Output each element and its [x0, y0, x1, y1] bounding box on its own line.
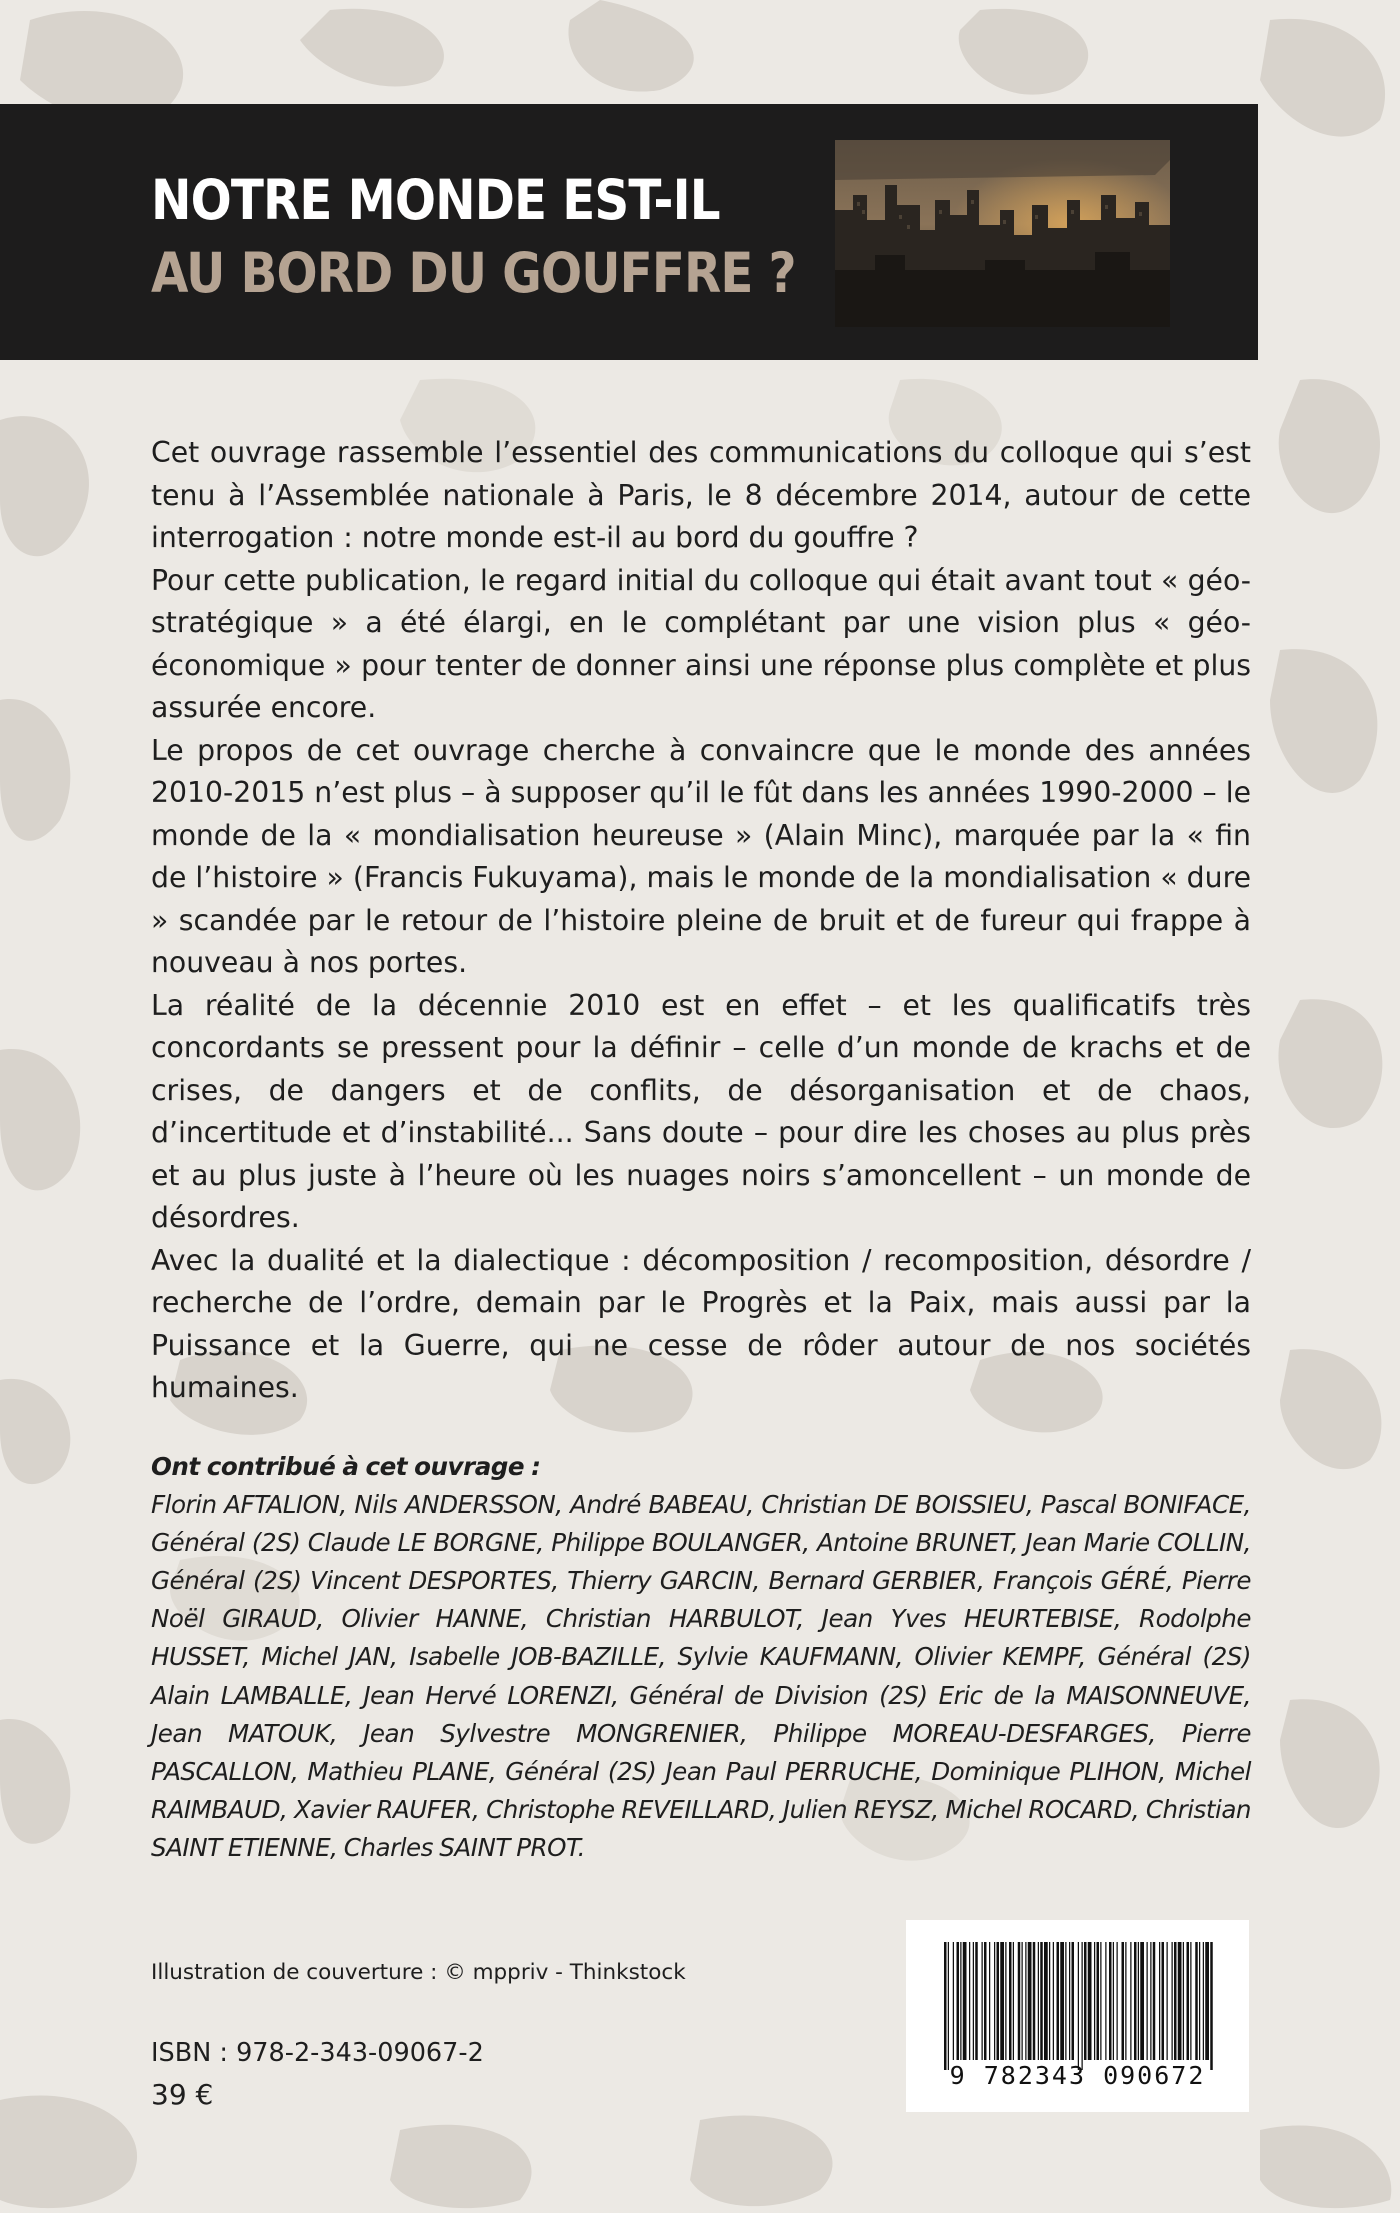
illustration-credit: Illustration de couverture : © mppriv - Thinkstock	[151, 1960, 686, 1985]
barcode-bar	[1140, 1942, 1144, 2060]
barcode-bar	[1022, 1942, 1023, 2060]
barcode-bar	[960, 1942, 961, 2060]
title-line-2: AU BORD DU GOUFFRE ?	[151, 241, 796, 305]
price: 39 €	[151, 2078, 214, 2111]
barcode-bar	[1117, 1942, 1118, 2060]
blurb-paragraph: Pour cette publication, le regard initial du colloque qui était avant tout « géo-stratégique » a été élargi, en le complétant par une vision plus « géo-économique » pour tenter de donner ainsi une réponse plus complète et plus assurée encore.	[151, 563, 1251, 724]
barcode-bar	[1097, 1942, 1100, 2060]
barcode-bar	[1147, 1942, 1148, 2060]
barcode-bar	[1174, 1942, 1177, 2060]
barcode-bar	[1028, 1942, 1032, 2060]
contributors-list: Florin AFTALION, Nils ANDERSSON, André BABEAU, Christian DE BOISSIEU, Pascal BONIFACE, Général (2S) Claude LE BORGNE, Philippe BOULANGER, Antoine BRUNET, Jean Marie COLLIN, Général (2S) Vincent DESPORTES, Thierry GARCIN, Bernard GERBIER, François GÉRÉ, Pierre Noël GIRAUD, Olivier HANNE, Christian HARBULOT, Jean Yves HEURTEBISE, Rodolphe HUSSET, Michel JAN, Isabelle JOB-BAZILLE, Sylvie KAUFMANN, Olivier KEMPF, Général (2S) Alain LAMBALLE, Jean Hervé LORENZI, Général de Division (2S) Eric de la MAISONNEUVE, Jean MATOUK, Jean Sylvestre MONGRENIER, Philippe MOREAU-DESFARGES, Pierre PASCALLON, Mathieu PLANE, Général (2S) Jean Paul PERRUCHE, Dominique PLIHON, Michel RAIMBAUD, Xavier RAUFER, Christophe REVEILLARD, Julien REYSZ, Michel ROCARD, Christian SAINT ETIENNE, Charles SAINT PROT.	[151, 1490, 1251, 1862]
barcode-bar	[1018, 1942, 1021, 2060]
barcode-bar	[997, 1942, 1000, 2060]
barcode-bar	[1150, 1942, 1151, 2060]
contributors-heading: Ont contribué à cet ouvrage :	[151, 1452, 541, 1481]
barcode-bar	[1105, 1942, 1106, 2060]
barcode-bar	[984, 1942, 987, 2060]
barcode-bar	[1057, 1942, 1060, 2060]
barcode-bar	[982, 1942, 983, 2060]
barcode-bar	[975, 1942, 978, 2060]
barcode-bar	[1183, 1942, 1184, 2060]
barcode-bar	[1025, 1942, 1026, 2060]
blurb-paragraph: Cet ouvrage rassemble l’essentiel des communications du colloque qui s’est tenu à l’Assemblée nationale à Paris, le 8 décembre 2014, autour de cette interrogation : notre monde est-il au bord du gouffre ?	[151, 436, 1251, 554]
barcode-bar	[994, 1942, 995, 2060]
barcode-bar	[1113, 1942, 1114, 2060]
contributors-section	[151, 1448, 1251, 1867]
barcode-bar	[1159, 1942, 1160, 2060]
barcode-bar	[1134, 1942, 1137, 2060]
barcode-bar	[1172, 1942, 1173, 2060]
barcode-bar	[957, 1942, 960, 2060]
barcode-digits: 9 782343 090672	[949, 2061, 1206, 2090]
barcode-bar	[1069, 1942, 1070, 2060]
barcode-bar	[1199, 1942, 1200, 2060]
barcode-bar	[1125, 1942, 1126, 2060]
barcode-bar	[1078, 1942, 1079, 2070]
barcode-bar	[1138, 1942, 1139, 2060]
barcode-bar	[1005, 1942, 1006, 2060]
barcode-bar	[1162, 1942, 1165, 2060]
blurb-paragraph: La réalité de la décennie 2010 est en effet – et les qualificatifs très concordants se pressent pour la définir – celle d’un monde de krachs et de crises, de dangers et de conflits, de désorganisation et de chaos, d’incertitude et d’instabilité... Sans doute – pour dire les choses au plus près et au plus juste à l’heure où les nuages noirs s’amoncellent – un monde de désordres.	[151, 988, 1251, 1234]
barcode-bar	[1000, 1942, 1004, 2060]
barcode-bar	[1033, 1942, 1036, 2060]
barcode-bar	[944, 1942, 947, 2070]
barcode-bar	[1167, 1942, 1168, 2060]
barcode-bar	[1130, 1942, 1131, 2060]
blurb-paragraph: Le propos de cet ouvrage cherche à convaincre que le monde des années 2010-2015 n’est plus – à supposer qu’il le fût dans les années 1990-2000 – le monde de la « mondialisation heureuse » (Alain Minc), marquée par la « fin de l’histoire » (Francis Fukuyama), mais le monde de la mondialisation « dure » scandée par le retour de l’histoire pleine de bruit et de fureur qui frappe à nouveau à nos portes.	[151, 733, 1251, 979]
barcode-bar	[1190, 1942, 1191, 2060]
barcode-bar	[1122, 1942, 1125, 2060]
barcode-bar	[953, 1942, 954, 2060]
barcode-bar	[1009, 1942, 1012, 2060]
barcode-bar	[1082, 1942, 1083, 2070]
barcode-bar	[1013, 1942, 1014, 2060]
barcode-bar	[1178, 1942, 1182, 2060]
barcode-bar	[1060, 1942, 1064, 2060]
barcode-bar	[973, 1942, 974, 2060]
barcode-bar	[1044, 1942, 1048, 2060]
barcode-bar	[948, 1942, 949, 2070]
barcode-bar	[1088, 1942, 1092, 2060]
barcode-bar	[1210, 1942, 1213, 2070]
barcode-bar	[1053, 1942, 1054, 2060]
barcode-bar	[1072, 1942, 1075, 2060]
barcode-bar	[1049, 1942, 1050, 2060]
blurb-paragraph: Avec la dualité et la dialectique : décomposition / recomposition, désordre / recherche de l’ordre, demain par le Progrès et la Paix, mais aussi par la Puissance et la Guerre, qui ne cesse de rôder autour de nos sociétés humaines.	[151, 1243, 1251, 1404]
barcode-bar	[1203, 1942, 1204, 2060]
barcode-bar	[1187, 1942, 1190, 2060]
barcode-bar	[1065, 1942, 1066, 2060]
barcode-bar	[1084, 1942, 1087, 2060]
barcode-bar	[1100, 1942, 1101, 2060]
barcode-bar	[1205, 1942, 1209, 2060]
barcode-bar	[1195, 1942, 1198, 2060]
ruined-city-photo	[835, 140, 1170, 327]
barcode-bar	[1094, 1942, 1095, 2060]
back-cover-blurb	[151, 432, 1251, 1410]
barcode-bar	[969, 1942, 970, 2060]
barcode-bar	[1038, 1942, 1039, 2060]
barcode	[906, 1920, 1249, 2112]
isbn: ISBN : 978-2-343-09067-2	[151, 2038, 484, 2068]
barcode-bar	[1109, 1942, 1112, 2060]
barcode-bar	[963, 1942, 967, 2060]
title-line-1: NOTRE MONDE EST-IL	[151, 168, 720, 232]
barcode-bar	[1040, 1942, 1043, 2060]
barcode-bar	[1153, 1942, 1156, 2060]
barcode-bar	[989, 1942, 990, 2060]
